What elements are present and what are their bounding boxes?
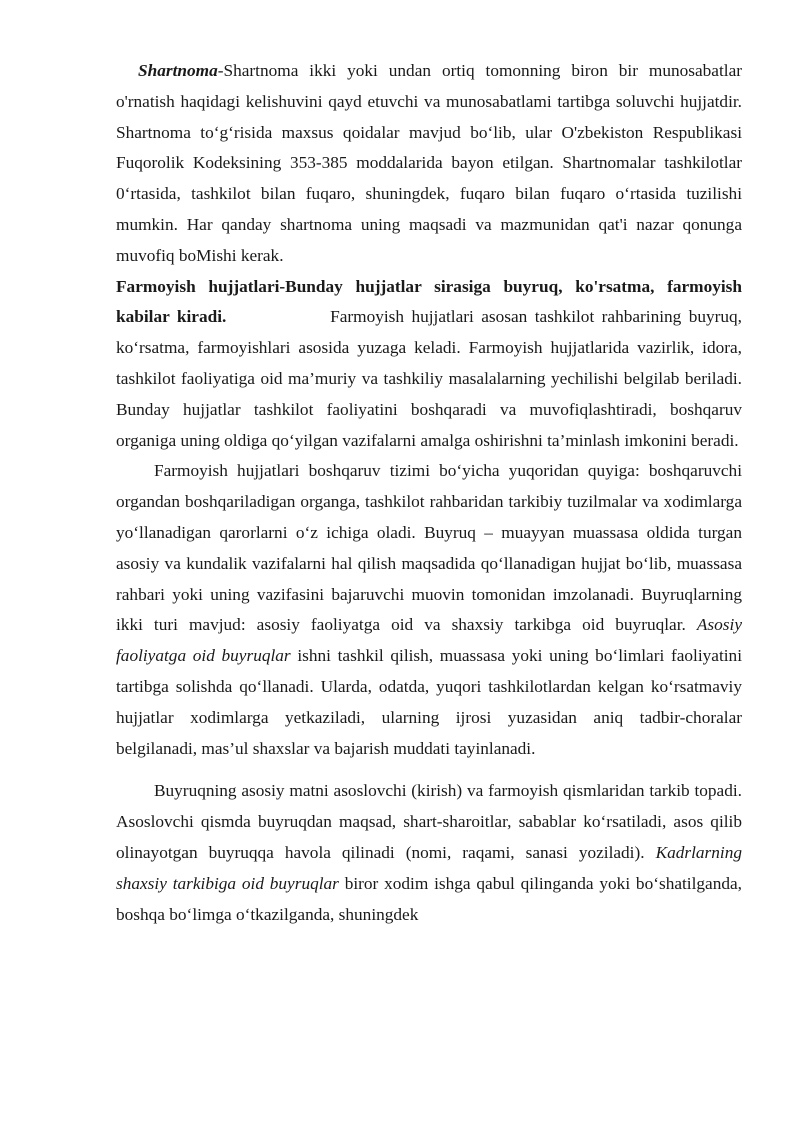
term-shartnoma: Shartnoma <box>138 61 218 80</box>
heading-farmoyish-hujjatlari: Farmoyish hujjatlari-Bunday hujjatlar sirasiga buyruq, ko'rsatma, farmoyish kabilar kiradi. <box>116 276 742 327</box>
paragraph-buyruq <box>116 456 742 764</box>
paragraph-buyruq-matni-text-2: biror xodim ishga qabul qilinganda yoki bo‘shatilganda, boshqa bo‘limga o‘tkazilganda, shuningdek <box>116 873 742 924</box>
paragraph-shartnoma-text: -Shartnoma ikki yoki undan ortiq tomonning biron bir munosabatlar o'rnatish haqidagi kelishuvini qayd etuvchi va munosabatlami tartibga soluvchi hujjatdir. Shartnoma to‘g‘risida maxsus qoidalar mavjud bo‘lib, ular O'zbekiston Respublikasi Fuqorolik Kodeksining 353-385 moddalarida bayon etilgan. Shartnomalar tashkilotlar 0‘rtasida, tashkilot bilan fuqaro, shuningdek, fuqaro bilan fuqaro o‘rtasida tuzilishi mumkin. Har qanday shartnoma uning maqsadi va mazmunidan qat'i nazar qonunga muvofiq boMishi kerak. <box>116 61 742 265</box>
paragraph-buyruq-text-1: Farmoyish hujjatlari boshqaruv tizimi bo‘yicha yuqoridan quyiga: boshqaruvchi organdan boshqariladigan organga, tashkilot rahbaridan tarkibiy tuzilmalar va xodimlarga yo‘llanadigan qarorlarni o‘z ichiga oladi. Buyruq – muayyan muassasa oldida turgan asosiy va kundalik vazifalarni hal qilish maqsadida qo‘llanadigan hujjat bo‘lib, muassasa rahbari yoki uning vazifasini bajaruvchi muovin tomonidan imzolanadi. Buyruqlarning ikki turi mavjud: asosiy faoliyatga oid va shaxsiy tarkibga oid buyruqlar. <box>116 461 742 635</box>
term-asosiy-faoliyat: Asosiy faoliyatga oid buyruqlar <box>116 615 742 666</box>
paragraph-farmoyish-text: Farmoyish hujjatlari asosan tashkilot rahbarining buyruq, ko‘rsatma, farmoyishlari asosida yuzaga keladi. Farmoyish hujjatlarida vazirlik, idora, tashkilot faoliyatiga oid ma’muriy va tashkiliy masalalarning yechilishi belgilab beriladi. Bunday hujjatlar tashkilot faoliyatini boshqaradi va muvofiqlashtiradi, boshqaruv organiga uning oldiga qo‘yilgan vazifalarni amalga oshirishni ta’minlash imkonini beradi. <box>116 307 743 450</box>
document-body <box>116 56 742 930</box>
term-shaxsiy-tarkib: Kadrlarning shaxsiy tarkibiga oid buyruqlar <box>116 842 742 893</box>
paragraph-buyruq-text-2: ishni tashkil qilish, muassasa yoki uning bo‘limlari faoliyatini tartibga solishda qo‘llanadi. Ularda, odatda, yuqori tashkilotlardan kelgan ko‘rsatmaviy hujjatlar xodimlarga yetkaziladi, ularning ijrosi yuzasidan aniq tadbir-choralar belgilanadi, mas’ul shaxslar va bajarish muddati tayinlanadi. <box>116 646 742 758</box>
paragraph-buyruq-matni <box>116 776 742 930</box>
paragraph-farmoyish-hujjatlari <box>116 272 742 457</box>
paragraph-buyruq-matni-text-1: Buyruqning asosiy matni asoslovchi (kirish) va farmoyish qismlaridan tarkib topadi. Asoslovchi qismda buyruqdan maqsad, shart-sharoitlar, sabablar ko‘rsatiladi, asos qilib olinayotgan buyruqqa havola qilinadi (nomi, raqami, sanasi yoziladi). <box>116 781 742 862</box>
paragraph-shartnoma <box>116 56 742 272</box>
